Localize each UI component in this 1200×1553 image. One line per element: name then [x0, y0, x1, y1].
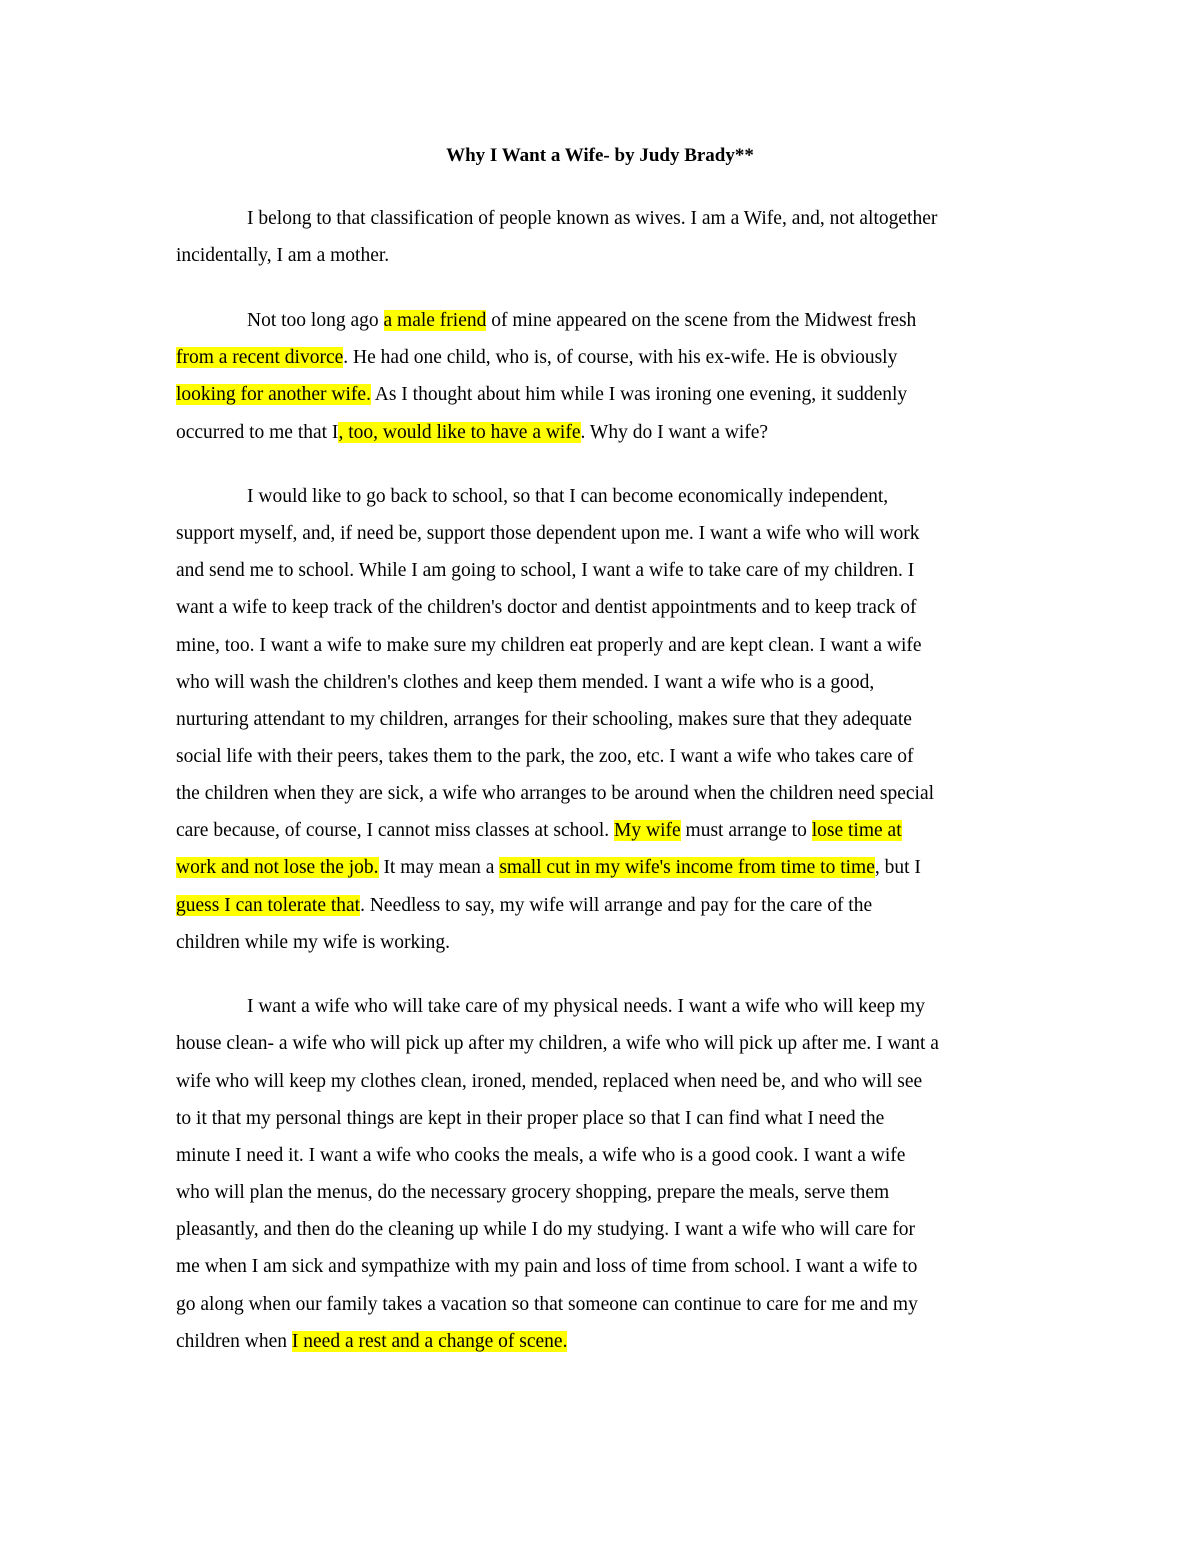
- paragraph-3-line: want a wife to keep track of the children's doctor and dentist appointments and to keep track of: [176, 597, 917, 618]
- paragraph-4-line: me when I am sick and sympathize with my pain and loss of time from school. I want a wife to: [176, 1256, 918, 1277]
- highlighted-text: , too, would like to have a wife: [338, 422, 581, 443]
- highlighted-text: a male friend: [383, 310, 487, 331]
- paragraph-3-line: [176, 816, 902, 846]
- text-run: occurred to me that I: [176, 422, 339, 443]
- highlighted-text: I need a rest and a change of scene.: [291, 1331, 568, 1352]
- paragraph-3-line: [176, 853, 921, 883]
- paragraph-3-line: who will wash the children's clothes and keep them mended. I want a wife who is a good,: [176, 672, 875, 693]
- highlighted-text: from a recent divorce: [176, 347, 344, 368]
- paragraph-4-line: minute I need it. I want a wife who cooks the meals, a wife who is a good cook. I want a wife: [176, 1145, 906, 1166]
- paragraph-4-line: go along when our family takes a vacation so that someone can continue to care for me and my: [176, 1294, 918, 1315]
- paragraph-3-line: nurturing attendant to my children, arranges for their schooling, makes sure that they adequate: [176, 709, 912, 730]
- paragraph-3-line: the children when they are sick, a wife who arranges to be around when the children need special: [176, 783, 935, 804]
- paragraph-2-line: [176, 418, 768, 448]
- highlighted-text: lose time at: [811, 820, 902, 841]
- text-run: Not too long ago: [247, 310, 384, 331]
- text-run: . Why do I want a wife?: [580, 422, 769, 443]
- highlighted-text: guess I can tolerate that: [176, 895, 361, 916]
- paragraph-4-line: wife who will keep my clothes clean, ironed, mended, replaced when need be, and who will see: [176, 1071, 923, 1092]
- highlighted-text: My wife: [614, 820, 681, 841]
- paragraph-4-line: to it that my personal things are kept in their proper place so that I can find what I need the: [176, 1108, 885, 1129]
- text-run: It may mean a: [378, 857, 500, 878]
- paragraph-2-line: [247, 306, 916, 336]
- highlighted-text: small cut in my wife's income from time to time: [499, 857, 875, 878]
- text-run: . He had one child, who is, of course, with his ex-wife. He is obviously: [343, 347, 898, 368]
- document-title: Why I Want a Wife- by Judy Brady**: [446, 145, 754, 166]
- paragraph-1-line: I belong to that classification of people known as wives. I am a Wife, and, not altogether: [247, 208, 938, 229]
- text-run: . Needless to say, my wife will arrange and pay for the care of the: [360, 895, 873, 916]
- text-run: , but I: [874, 857, 921, 878]
- text-run: must arrange to: [680, 820, 812, 841]
- text-run: of mine appeared on the scene from the Midwest fresh: [486, 310, 917, 331]
- paragraph-1-line: incidentally, I am a mother.: [176, 245, 390, 266]
- paragraph-3-line: I would like to go back to school, so that I can become economically independent,: [247, 486, 889, 507]
- paragraph-2-line: [176, 380, 907, 410]
- paragraph-4-line: [176, 1327, 567, 1357]
- highlighted-text: looking for another wife.: [176, 384, 371, 405]
- paragraph-3-line: [176, 891, 872, 921]
- paragraph-3-line: and send me to school. While I am going to school, I want a wife to take care of my children. I: [176, 560, 915, 581]
- paragraph-3-line: mine, too. I want a wife to make sure my children eat properly and are kept clean. I want a wife: [176, 635, 922, 656]
- text-run: children when: [176, 1331, 292, 1352]
- paragraph-3-line: support myself, and, if need be, support those dependent upon me. I want a wife who will work: [176, 523, 920, 544]
- paragraph-4-line: I want a wife who will take care of my physical needs. I want a wife who will keep my: [247, 996, 925, 1017]
- text-run: As I thought about him while I was ironing one evening, it suddenly: [370, 384, 908, 405]
- paragraph-3-line: children while my wife is working.: [176, 932, 451, 953]
- paragraph-3-line: social life with their peers, takes them to the park, the zoo, etc. I want a wife who takes care of: [176, 746, 914, 767]
- paragraph-4-line: pleasantly, and then do the cleaning up while I do my studying. I want a wife who will care for: [176, 1219, 915, 1240]
- text-run: care because, of course, I cannot miss classes at school.: [176, 820, 615, 841]
- paragraph-2-line: [176, 343, 897, 373]
- paragraph-4-line: who will plan the menus, do the necessary grocery shopping, prepare the meals, serve them: [176, 1182, 890, 1203]
- highlighted-text: work and not lose the job.: [176, 857, 379, 878]
- paragraph-4-line: house clean- a wife who will pick up after my children, a wife who will pick up after me. I want a: [176, 1033, 939, 1054]
